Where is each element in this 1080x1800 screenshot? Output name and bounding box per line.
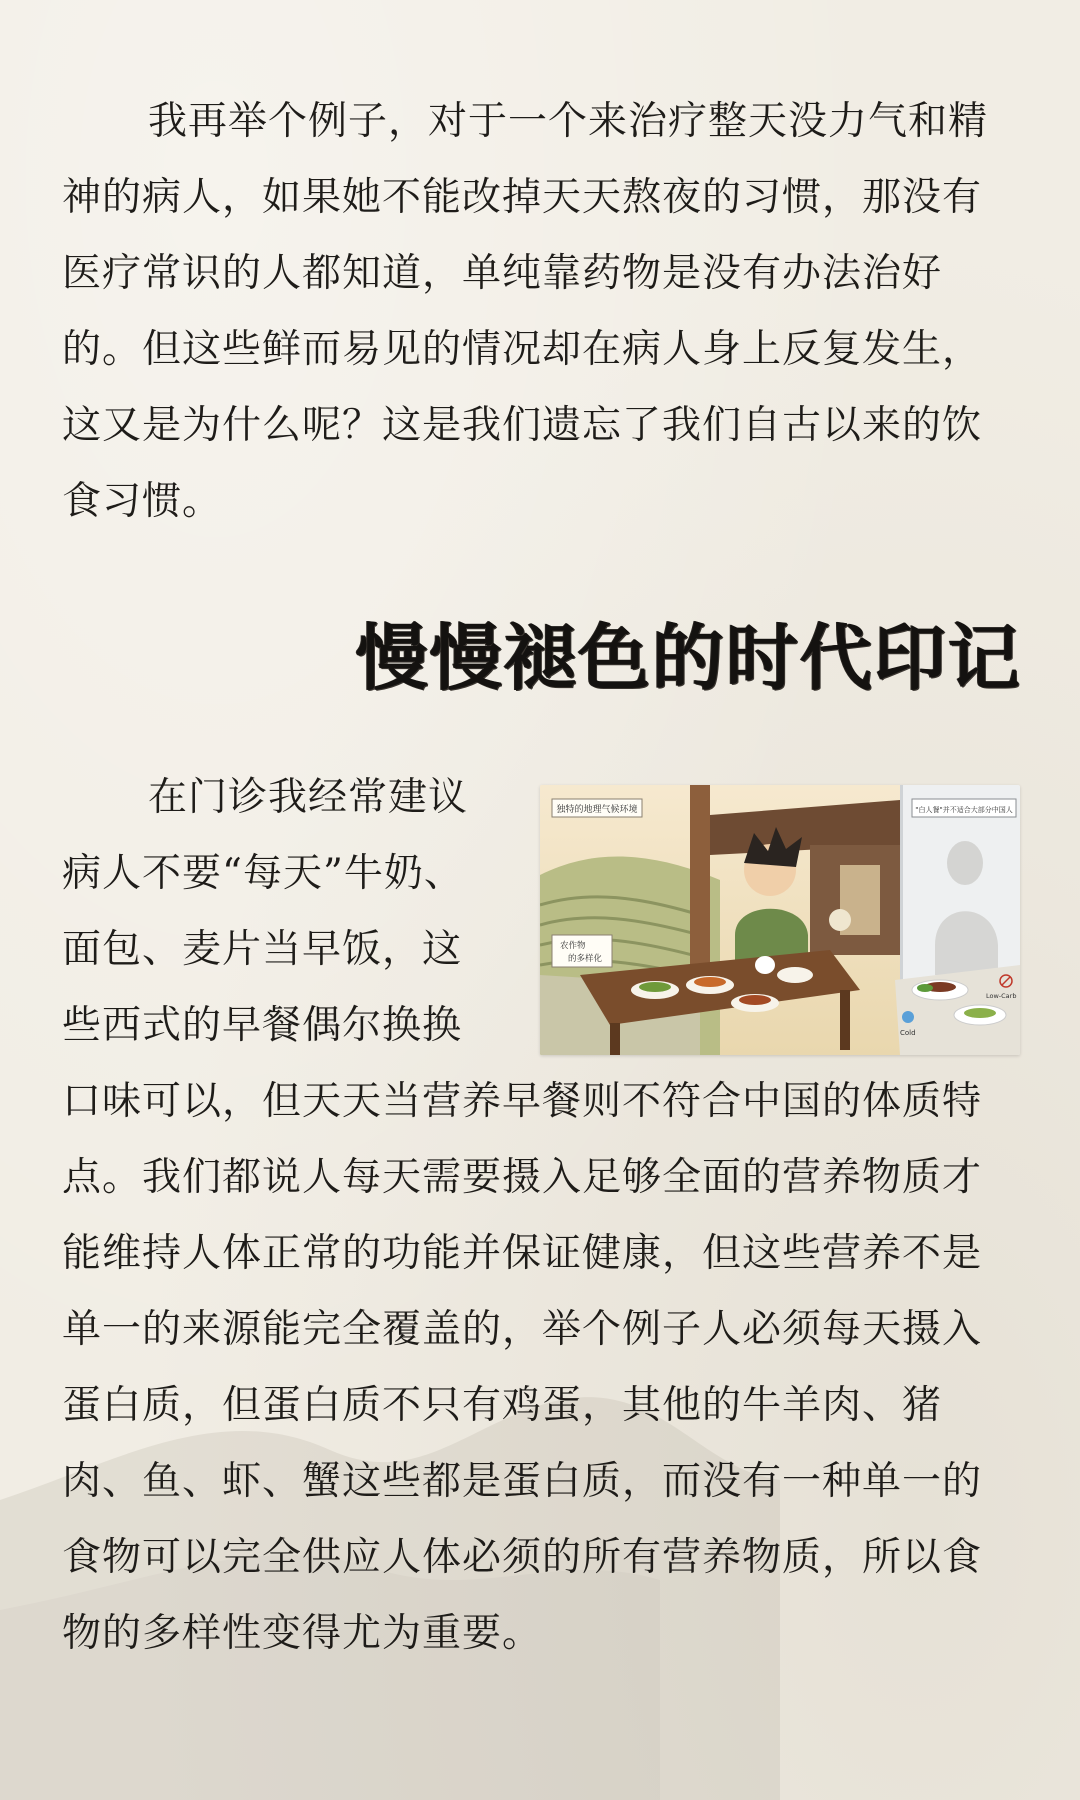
paragraph-breakfast-top (62, 760, 492, 1064)
label-cold: Cold (900, 1029, 916, 1037)
illustration-svg (540, 785, 1020, 1055)
label-environment: 独特的地理气候环境 (556, 805, 638, 815)
pale-figure-head (947, 841, 983, 885)
wooden-pillar (690, 785, 710, 985)
paragraph-intro (62, 84, 1010, 540)
paragraph-breakfast-rest: 口味可以，但天天当营养早餐则不符合中国的体质特点。我们都说人每天需要摄入足够全面的营养物质才能维持人体正常的功能并保证健康，但这些营养不是单一的来源能完全覆盖的，举个例子人必须每天摄入蛋白质，但蛋白质不只有鸡蛋，其他的牛羊肉、猪肉、鱼、虾、蟹这些都是蛋白质，而没有一种单一的食物可以完全供应人体必须的所有营养物质，所以食物的多样性变得尤为重要。 (62, 1079, 983, 1656)
illustration-diet-comparison (540, 785, 1020, 1055)
section-heading: 慢慢褪色的时代印记 (355, 615, 1022, 700)
label-lowcarb: Low-Carb (986, 992, 1017, 1000)
paragraph-intro-text: 我再举个例子，对于一个来治疗整天没力气和精神的病人，如果她不能改掉天天熬夜的习惯，那没有医疗常识的人都知道，单纯靠药物是没有办法治好的。但这些鲜而易见的情况却在病人身上反复发生，这又是为什么呢？这是我们遗忘了我们自古以来的饮食习惯。 (62, 99, 989, 524)
cat (829, 909, 851, 931)
snowflake-icon (902, 1011, 914, 1023)
paragraph-breakfast-top-text: 在门诊我经常建议病人不要“每天”牛奶、面包、麦片当早饭，这些西式的早餐偶尔换换 (62, 775, 469, 1048)
label-crops-line1: 农作物 (560, 941, 586, 951)
rice-bowl (755, 956, 775, 974)
label-western-diet: "白人餐"并不适合大部分中国人 (915, 806, 1013, 814)
label-crops-line2: 的多样化 (568, 954, 603, 964)
